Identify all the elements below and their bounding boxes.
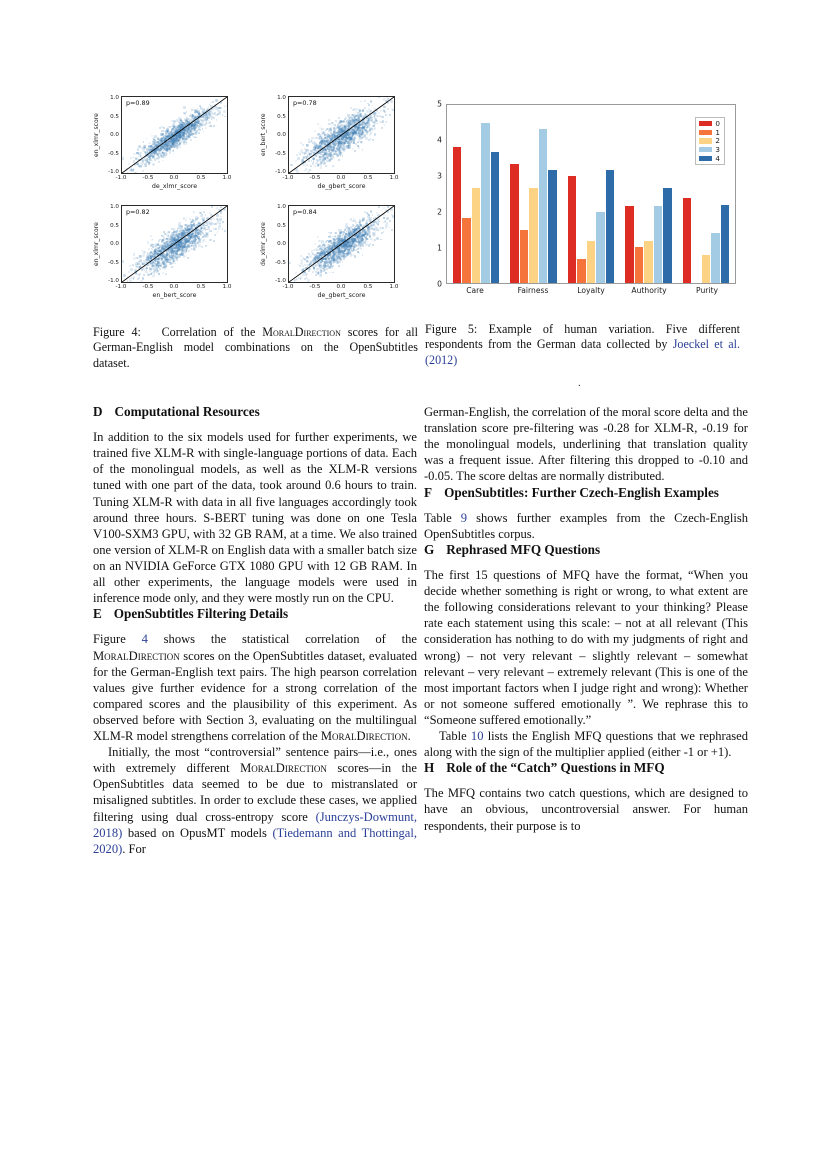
section-number: H	[424, 760, 435, 776]
section-number: E	[93, 606, 102, 622]
bar-chart-x-axis	[446, 286, 736, 295]
bar-fairness-series-4	[548, 170, 557, 283]
legend-item-2[interactable]	[699, 137, 720, 144]
bar-care-series-0	[453, 147, 462, 283]
bar-purity-series-0	[683, 198, 692, 283]
paragraph: The first 15 questions of MFQ have the format, “When you decide whether something is right or wrong, to what extent are the following considerations relevant to your thinking? Please rate each statement using this scale: – not at all relevant (This consideration has nothing to do with my judgments of right and wrong) – not very relevant – slightly relevant – somewhat relevant – very relevant – extremely relevant (This is one of the most important factors when I judge right and wrong): Whether or not someone suffered emotionally ”. We rephrase this to “Someone suffered emotionally.”	[424, 567, 748, 727]
legend-label: 0	[715, 119, 720, 128]
figure-4-caption	[93, 325, 418, 371]
bar-chart-x-tick: Fairness	[517, 286, 549, 295]
legend-swatch-icon	[699, 121, 712, 127]
bar-loyalty-series-2	[587, 241, 596, 283]
bar-fairness-series-1	[520, 230, 529, 283]
bar-group-care	[451, 105, 501, 283]
scatter-y-label: en_xlmr_score	[93, 113, 100, 157]
legend-label: 3	[715, 145, 720, 155]
section-heading-h	[424, 760, 748, 776]
section-heading-d	[93, 404, 417, 420]
bar-chart-y-tick: 0	[437, 279, 442, 289]
scatter-x-ticks: -1.0 -0.5 0.0 0.5 1.0	[115, 284, 232, 290]
section-heading-f	[424, 485, 748, 501]
section-number: D	[93, 404, 103, 419]
bar-care-series-4	[491, 152, 500, 283]
pearson-value: p=0.78	[293, 99, 317, 107]
scatter-panel-3	[92, 205, 245, 308]
scatter-y-ticks: 1.0 0.5 0.0 -0.5 -1.0	[108, 204, 119, 284]
bar-authority-series-4	[663, 188, 672, 283]
legend-item-4[interactable]	[699, 155, 720, 162]
legend-swatch-icon	[699, 147, 712, 153]
scatter-panel-4	[259, 205, 412, 308]
section-heading-e	[93, 606, 417, 622]
stray-mark: .	[578, 377, 581, 389]
bar-authority-series-3	[654, 206, 663, 283]
scatter-plot-area	[288, 205, 395, 283]
bar-chart-x-tick: Authority	[631, 286, 667, 295]
bar-loyalty-series-4	[606, 170, 615, 283]
figure-4-caption-body: Correlation of the MoralDirection scores for all German-English model combinations on the OpenSubtitles dataset.	[93, 325, 418, 370]
moraldirection-term: MoralDirection	[93, 648, 180, 663]
bar-chart-x-tick: Loyalty	[577, 286, 605, 295]
scatter-y-ticks: 1.0 0.5 0.0 -0.5 -1.0	[275, 95, 286, 175]
paragraph: The MFQ contains two catch questions, which are designed to have an obvious, uncontroversial answer. For human respondents, their purpose is to	[424, 786, 748, 833]
paragraph: Table 9 shows further examples from the Czech-English OpenSubtitles corpus.	[424, 510, 748, 541]
section-title: Role of the “Catch” Questions in MFQ	[446, 760, 665, 776]
paragraph: Initially, the most “controversial” sentence pairs—i.e., ones with extremely different MoralDirection scores—in the OpenSubtitles data seemed to be due to mistranslated or misaligned subtitles. In order to exclude these cases, we applied filtering using dual cross-entropy score (Junczys-Dowmunt, 2018) based on OpusMT models (Tiedemann and Thottingal, 2020). For	[93, 745, 417, 856]
scatter-panel-1	[92, 96, 245, 199]
section-title: OpenSubtitles: Further Czech-English Examples	[444, 484, 719, 500]
moraldirection-term: MoralDirection	[320, 729, 408, 744]
bar-care-series-3	[481, 123, 490, 283]
scatter-x-label: en_bert_score	[152, 292, 197, 299]
bar-chart-y-tick: 5	[437, 99, 442, 109]
bar-loyalty-series-3	[596, 212, 605, 283]
scatter-x-label: de_gbert_score	[317, 292, 366, 299]
moraldirection-term: MoralDirection	[262, 325, 341, 339]
bar-groups	[447, 105, 735, 283]
section-title: Rephrased MFQ Questions	[446, 541, 601, 557]
identity-line	[122, 206, 227, 282]
legend-swatch-icon	[699, 156, 712, 162]
scatter-plot-area	[121, 205, 228, 283]
bar-chart-x-tick: Purity	[696, 286, 718, 295]
citation-link-junczys[interactable]: (Junczys-Dowmunt, 2018)	[93, 809, 417, 840]
scatter-x-label: de_xlmr_score	[151, 183, 198, 190]
identity-line	[122, 97, 227, 173]
figures-row	[92, 96, 740, 308]
table-9-link[interactable]: 9	[460, 510, 468, 525]
bar-purity-series-3	[711, 233, 720, 283]
bar-chart-y-tick: 3	[437, 171, 442, 181]
paragraph: Figure 4 shows the statistical correlation of the MoralDirection scores on the OpenSubtitles dataset, evaluated for the German-English text pairs. The high pearson correlation values give further evidence for a strong correlation of the compared scores and the plausibility of this experiment. As observed before with Section 3, evaluating on the multilingual XLM-R model strengthens correlation of the MoralDirection.	[93, 632, 417, 744]
bar-loyalty-series-0	[568, 176, 577, 283]
legend-label: 1	[715, 127, 720, 137]
left-column	[93, 404, 417, 857]
bar-chart-x-tick: Care	[466, 286, 484, 295]
bar-group-authority	[623, 105, 673, 283]
scatter-panel-2	[259, 96, 412, 199]
bar-group-loyalty	[566, 105, 616, 283]
scatter-y-ticks: 1.0 0.5 0.0 -0.5 -1.0	[108, 95, 119, 175]
legend-swatch-icon	[699, 138, 712, 144]
bar-purity-series-4	[721, 205, 730, 283]
bar-fairness-series-3	[539, 129, 548, 283]
bar-authority-series-2	[644, 241, 653, 283]
legend-item-1[interactable]	[699, 129, 720, 136]
bar-loyalty-series-1	[577, 259, 586, 283]
identity-line	[289, 97, 394, 173]
figure-5-caption-label: Figure 5:	[425, 322, 478, 336]
section-number: F	[424, 484, 433, 500]
bar-chart-legend	[695, 117, 725, 165]
bar-fairness-series-2	[529, 188, 538, 283]
figure-5-caption-body: Example of human variation. Five different respondents from the German data collected by Joeckel et al. (2012)	[425, 322, 741, 367]
scatter-x-ticks: -1.0 -0.5 0.0 0.5 1.0	[282, 284, 399, 290]
paragraph: In addition to the six models used for further experiments, we trained five XLM-R with single-language portions of data. Each of the monolingual models, as well as the XLM-R versions tuned with one part of the data, took around 0.6 hours to train. Tuning XLM-R with data in all five languages accordingly took around three hours. S-BERT tuning was done on one Tesla V100-SXM3 GPU, with 32 GB RAM, at a time. We also trained one version of XLM-R on English data with a smaller batch size on an NVIDIA GeForce GTX 1080 GPU with 12 GB RAM. In all other experiments, the language models were used in inference mode only, and they were mostly run on the CPU.	[93, 430, 417, 606]
bar-chart-y-tick: 1	[437, 243, 442, 253]
bar-chart-y-axis	[430, 99, 444, 289]
bar-authority-series-0	[625, 206, 634, 283]
scatter-y-ticks: 1.0 0.5 0.0 -0.5 -1.0	[275, 204, 286, 284]
identity-line	[289, 206, 394, 282]
section-title: Computational Resources	[114, 404, 260, 419]
bar-chart-plot-area	[446, 104, 736, 284]
figure-4-scatter-grid	[92, 96, 412, 308]
bar-chart-y-tick: 2	[437, 207, 442, 217]
section-number: G	[424, 541, 435, 557]
section-heading-g	[424, 542, 748, 558]
bar-care-series-2	[472, 188, 481, 283]
paragraph: German-English, the correlation of the moral score delta and the translation score pre-filtering was -0.28 for XLM-R, -0.19 for the monolingual models, underlining that translation quality was a frequent issue. After filtering this dropped to -0.10 and -0.05. The score deltas are normally distributed.	[424, 405, 748, 484]
bar-group-fairness	[508, 105, 558, 283]
legend-label: 4	[715, 153, 720, 163]
right-column	[424, 404, 748, 834]
scatter-y-label: en_bert_score	[260, 113, 267, 157]
scatter-x-ticks: -1.0 -0.5 0.0 0.5 1.0	[282, 175, 399, 181]
scatter-plot-area	[288, 96, 395, 174]
scatter-x-label: de_gbert_score	[317, 183, 366, 190]
scatter-y-label: en_xlmr_score	[93, 222, 100, 266]
paragraph: Table 10 lists the English MFQ questions that we rephrased along with the sign of the multiplier applied (either -1 or +1).	[424, 729, 748, 760]
bar-authority-series-1	[635, 247, 644, 283]
citation-link-joeckel[interactable]: Joeckel et al. (2012)	[425, 337, 740, 367]
pearson-value: p=0.84	[293, 208, 317, 216]
pearson-value: p=0.82	[126, 208, 150, 216]
bar-purity-series-2	[702, 255, 711, 283]
bar-care-series-1	[462, 218, 471, 283]
figure-4-caption-label: Figure 4:	[93, 325, 141, 339]
legend-label: 2	[715, 136, 720, 146]
figure-5-bar-chart	[430, 96, 740, 308]
table-10-link[interactable]: 10	[470, 729, 484, 744]
figure-5-caption	[425, 322, 740, 368]
pearson-value: p=0.89	[126, 99, 150, 107]
citation-link-tiedemann[interactable]: (Tiedemann and Thottingal, 2020)	[93, 825, 417, 856]
section-title: OpenSubtitles Filtering Details	[113, 606, 289, 622]
legend-item-3[interactable]	[699, 146, 720, 153]
bar-fairness-series-0	[510, 164, 519, 283]
bar-chart-y-tick: 4	[437, 135, 442, 145]
scatter-y-label: de_xlmr_score	[260, 222, 267, 266]
moraldirection-term: MoralDirection	[240, 761, 327, 776]
legend-swatch-icon	[699, 130, 712, 136]
scatter-x-ticks: -1.0 -0.5 0.0 0.5 1.0	[115, 175, 232, 181]
scatter-plot-area	[121, 96, 228, 174]
figure-4-link[interactable]: 4	[141, 632, 148, 647]
legend-item-0[interactable]	[699, 120, 720, 127]
